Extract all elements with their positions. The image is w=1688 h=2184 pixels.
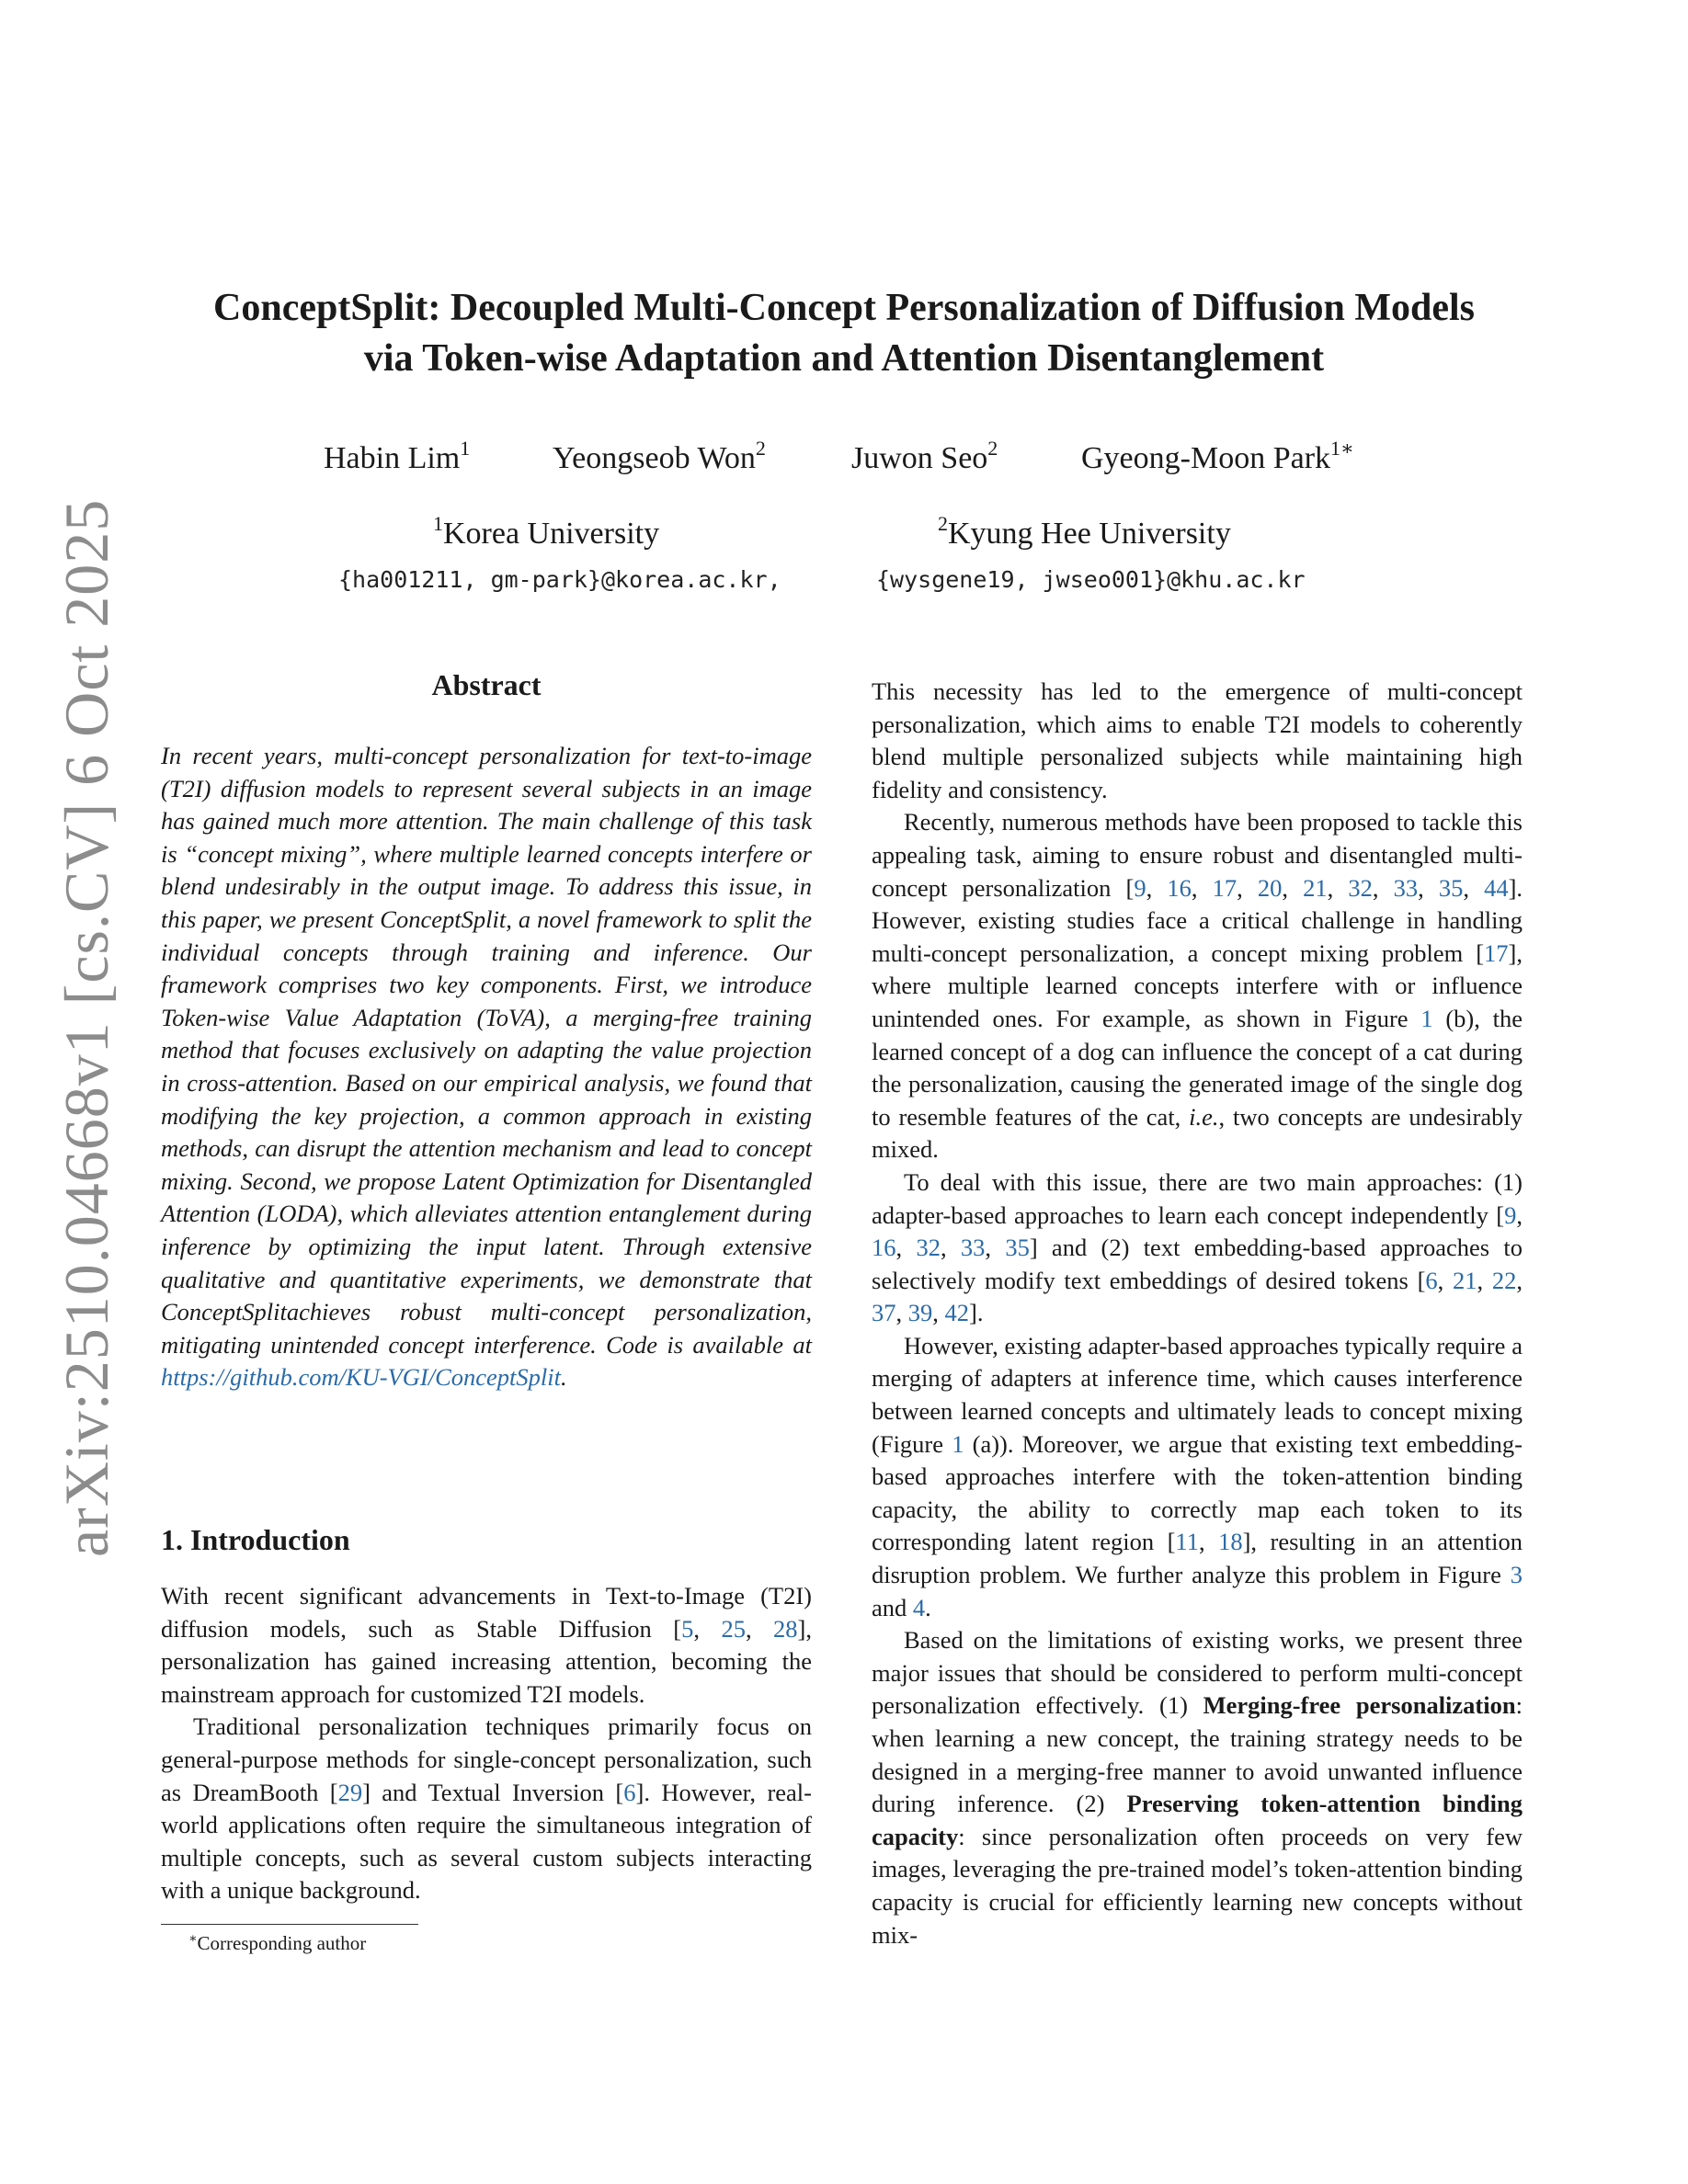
figure-link[interactable]: 1 (1420, 1004, 1433, 1032)
text: ]. However, real-world applications often require the simultaneous integration of multiple concepts, such as several custom subjects interacting with a unique background. (161, 1778, 812, 1905)
text: : when learning a new concept, the training strategy needs to be designed in a merging-free manner to avoid unwanted influence during inference. (2) (872, 1691, 1523, 1818)
figure-link[interactable]: 1 (952, 1429, 964, 1458)
citation-link[interactable]: 42 (944, 1299, 969, 1327)
citation-link[interactable]: 35 (1005, 1234, 1030, 1262)
text: Based on the limitations of existing works, we present three major issues that should be considered to perform multi-concept personalization effectively. (1) (872, 1626, 1523, 1720)
author-email: {wysgene19, jwseo001}@khu.ac.kr (876, 566, 1306, 593)
bold-term: Preserving token-attention binding capacity (872, 1790, 1523, 1850)
paragraph: Recently, numerous methods have been proposed to tackle this appealing task, aiming to ensure robust and disentangled multi-concept personalization [9, 16, 17, 20, 21, 32, 33, 35, 44]. However, existing studies face a critical challenge in handling multi-concept personalization, a concept mixing problem [17], where multiple learned concepts interfere with or influence unintended ones. For example, as shown in Figure 1 (b), the learned concept of a dog can influence the concept of a cat during the personalization, causing the generated image of the single dog to resemble features of the cat, i.e., two concepts are undesirably mixed. (872, 808, 1523, 1164)
text: To deal with this issue, there are two main approaches: (1) adapter-based approaches to learn each concept independently [ (872, 1167, 1523, 1229)
affiliation-name: Kyung Hee University (948, 517, 1231, 551)
abstract-body (161, 740, 812, 1394)
citation-link[interactable]: 11 (1175, 1528, 1199, 1556)
text: ], resulting in an attention disruption problem. We further analyze this problem in Figure (872, 1528, 1523, 1589)
title-line-2: via Token-wise Adaptation and Attention Disentanglement (363, 337, 1325, 380)
author-name: Yeongseob Won (553, 441, 756, 475)
section-heading-introduction: 1. Introduction (161, 1523, 350, 1556)
abstract-tail: . (561, 1363, 567, 1392)
text: ] and (2) text embedding-based approaches to selectively modify text embeddings of desired tokens [ (872, 1234, 1523, 1294)
paragraph: However, existing adapter-based approaches typically require a merging of adapters at inference time, which causes interference between learned concepts and ultimately leads to concept mixing (Figure 1 (a)). Moreover, we argue that existing text embedding-based approaches interfere with the token-attention binding capacity, the ability to correctly map each token to its corresponding latent region [11, 18], resulting in an attention disruption problem. We further analyze this problem in Figure 3 and 4. (872, 1331, 1523, 1621)
citation-link[interactable]: 32 (916, 1234, 941, 1262)
text: Traditional personalization techniques primarily focus on general-purpose methods for single-concept personalization, such as DreamBooth [ (161, 1712, 812, 1806)
bold-term: Merging-free personalization (1203, 1691, 1516, 1720)
paper-title (110, 283, 1578, 384)
author-name: Habin Lim (324, 441, 461, 475)
footnote-divider (161, 1924, 418, 1925)
text: and (872, 1593, 913, 1621)
citation-link[interactable]: 29 (337, 1778, 363, 1806)
text: ], where multiple learned concepts interfere with or influence unintended ones. For example, as shown in Figure (872, 938, 1523, 1032)
text: ], personalization has gained increasing attention, becoming the mainstream approach for customized T2I models. (161, 1614, 812, 1708)
citation-link[interactable]: 39 (907, 1299, 933, 1327)
text: However, existing adapter-based approaches typically require a merging of adapters at inference time, which causes interference between learned concepts and ultimately leads to concept mixing (Figure (872, 1331, 1523, 1458)
title-line-1: ConceptSplit: Decoupled Multi-Concept Personalization of Diffusion Models (213, 287, 1475, 329)
footnote (188, 1930, 366, 1956)
affiliation-sup: 2 (938, 512, 948, 535)
author-email: {ha001211, gm-park}@korea.ac.kr, (338, 566, 781, 593)
author-sup: 1 (460, 437, 471, 460)
citation-link[interactable]: 25 (721, 1614, 746, 1643)
citation-link[interactable]: 33 (960, 1234, 986, 1262)
author (851, 437, 998, 476)
code-link[interactable]: https://github.com/KU-VGI/ConceptSplit (161, 1363, 561, 1392)
author-name: Gyeong-Moon Park (1081, 441, 1331, 475)
affiliation-sup: 1 (433, 512, 443, 535)
text: ] and Textual Inversion [ (362, 1778, 624, 1806)
citation-link[interactable]: 9 (1134, 873, 1146, 902)
author (1081, 437, 1354, 476)
citation-link[interactable]: 9 (1504, 1200, 1517, 1229)
author (324, 437, 471, 476)
citation-link[interactable]: 22 (1491, 1266, 1517, 1294)
citation-link[interactable]: 33 (1393, 873, 1419, 902)
citation-link[interactable]: 18 (1218, 1528, 1243, 1556)
citation-link[interactable]: 28 (773, 1614, 798, 1643)
figure-link[interactable]: 3 (1510, 1561, 1523, 1589)
figure-link[interactable]: 4 (912, 1593, 926, 1621)
affiliation-name: Korea University (443, 517, 660, 551)
author (553, 437, 766, 476)
citation-link[interactable]: 35 (1438, 873, 1464, 902)
citation-link[interactable]: 21 (1303, 873, 1328, 902)
citation-link[interactable]: 20 (1257, 873, 1283, 902)
introduction-left-body (161, 1580, 812, 1907)
text: (b), the learned concept of a dog can influence the concept of a cat during the personalization, causing the generated image of the single dog to resemble features of the cat, (872, 1004, 1523, 1131)
text: . (925, 1593, 931, 1621)
citation-link[interactable]: 44 (1484, 873, 1509, 902)
introduction-right-body (872, 676, 1523, 1951)
citation-link[interactable]: 6 (1425, 1266, 1438, 1294)
arxiv-stamp: arXiv:2510.04668v1 [cs.CV] 6 Oct 2025 (51, 498, 121, 1557)
abstract-heading: Abstract (431, 668, 542, 701)
text: Recently, numerous methods have been proposed to tackle this appealing task, aiming to ensure robust and disentangled multi-concept personalization [ (872, 808, 1523, 902)
citation-link[interactable]: 21 (1453, 1266, 1477, 1294)
author-sup: 2 (755, 437, 766, 460)
citation-link[interactable]: 17 (1484, 938, 1509, 967)
text: i.e. (1189, 1102, 1219, 1131)
text: ]. (969, 1299, 984, 1327)
citation-link[interactable]: 32 (1348, 873, 1373, 902)
footnote-text: Corresponding author (197, 1932, 367, 1954)
citation-link[interactable]: 16 (1167, 873, 1192, 902)
author-list (0, 437, 1688, 482)
paragraph (872, 1624, 1523, 1951)
author-sup: 2 (987, 437, 998, 460)
text: (a)). Moreover, we argue that existing text embedding-based approaches interfere with the token-attention binding capacity, the ability to correctly map each token to its corresponding latent region [ (872, 1429, 1523, 1556)
text: , two concepts are undesirably mixed. (872, 1102, 1523, 1164)
citation-link[interactable]: 37 (872, 1299, 896, 1327)
citation-link[interactable]: 6 (623, 1778, 636, 1806)
paragraph: To deal with this issue, there are two main approaches: (1) adapter-based approaches to learn each concept independently [9, 16, 32, 33, 35] and (2) text embedding-based approaches to selectively modify text embeddings of desired tokens [6, 21, 22, 37, 39, 42]. (872, 1167, 1523, 1327)
author-sup: 1∗ (1330, 437, 1354, 460)
citation-link[interactable]: 16 (872, 1234, 896, 1262)
affiliation (433, 512, 660, 552)
text: : since personalization often proceeds on very few images, leveraging the pre-trained model’s token-attention binding capacity is crucial for efficiently learning new concepts without mix- (872, 1822, 1523, 1949)
text: With recent significant advancements in Text-to-Image (T2I) diffusion models, such as Stable Diffusion [ (161, 1582, 812, 1643)
abstract-text: In recent years, multi-concept personalization for text-to-image (T2I) diffusion models to represent several subjects in an image has gained much more attention. The main challenge of this task is “concept mixing”, where multiple learned concepts interfere or blend undesirably in the output image. To address this issue, in this paper, we present ConceptSplit, a novel framework to split the individual concepts through training and inference. Our framework comprises two key components. First, we introduce Token-wise Value Adaptation (ToVA), a merging-free training method that focuses exclusively on adapting the value projection in cross-attention. Based on our empirical analysis, we found that modifying the key projection, a common approach in existing methods, can disrupt the attention mechanism and lead to concept mixing. Second, we propose Latent Optimization for Disentangled Attention (LODA), which alleviates attention entanglement during inference by optimizing the input latent. Through extensive qualitative and quantitative experiments, we demonstrate that ConceptSplitachieves robust multi-concept personalization, mitigating unintended concept interference. Code is available at (161, 742, 812, 1359)
author-name: Juwon Seo (851, 441, 988, 475)
paragraph: With recent significant advancements in Text-to-Image (T2I) diffusion models, such as Stable Diffusion [5, 25, 28], personalization has gained increasing attention, becoming the mainstream approach for customized T2I models. (161, 1582, 812, 1708)
paragraph (161, 1711, 812, 1907)
footnote-mark: ∗ (188, 1932, 198, 1946)
affiliation (938, 512, 1231, 552)
citation-link[interactable]: 5 (681, 1614, 694, 1643)
citation-link[interactable]: 17 (1212, 873, 1237, 902)
paragraph: This necessity has led to the emergence of multi-concept personalization, which aims to enable T2I models to coherently blend multiple personalized subjects while maintaining high fidelity and consistency. (872, 677, 1523, 803)
text: ]. However, existing studies face a critical challenge in handling multi-concept personalization, a concept mixing problem [ (872, 873, 1523, 967)
